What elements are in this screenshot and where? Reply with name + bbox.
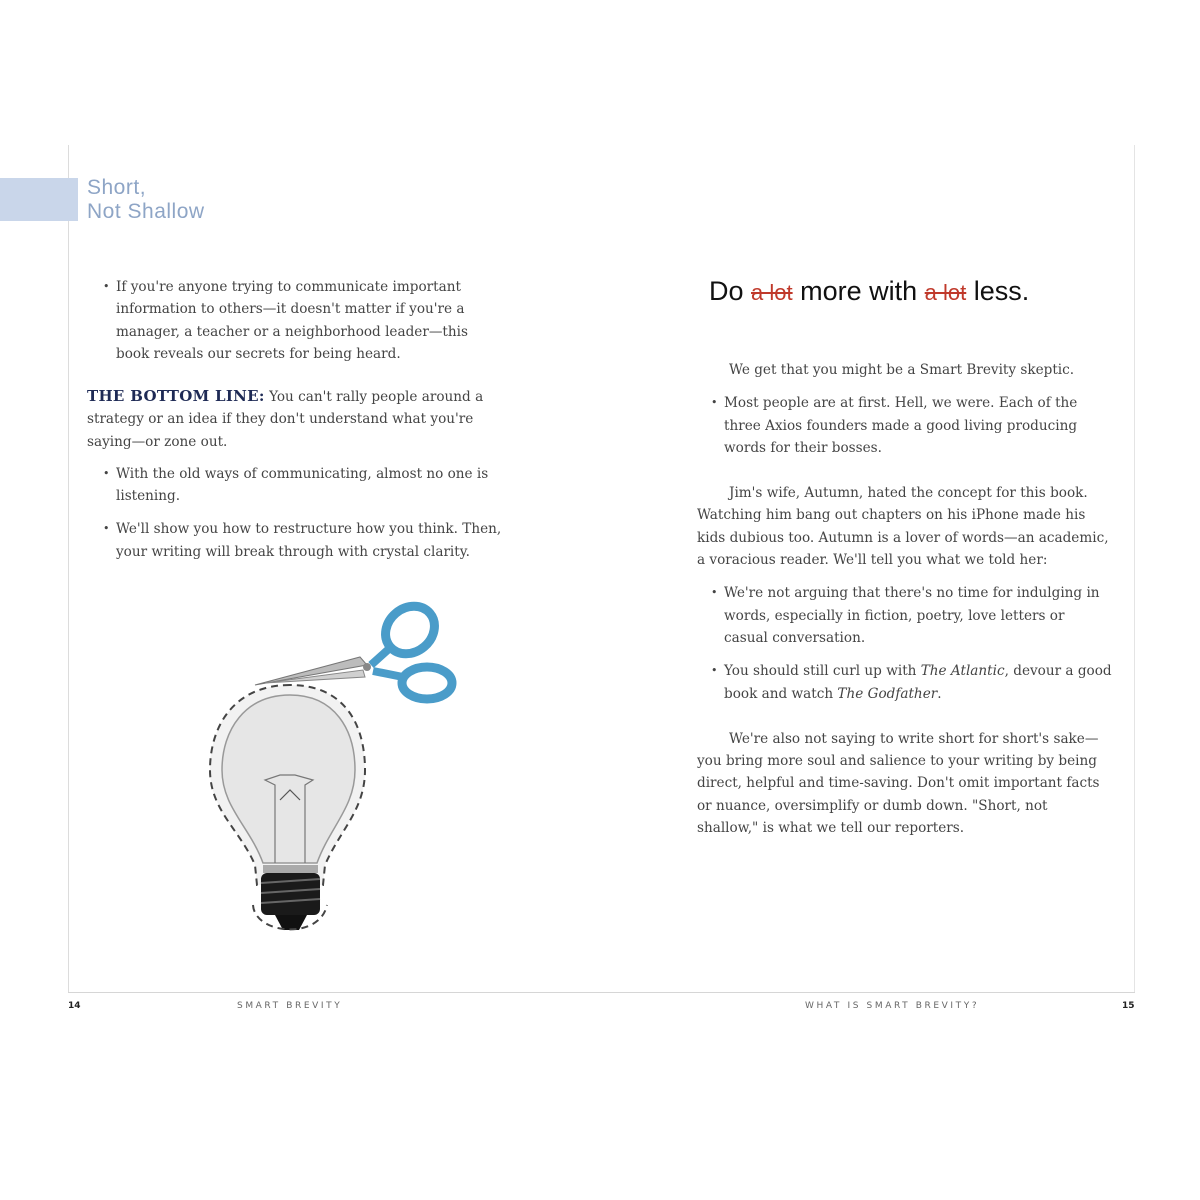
body-paragraph: We're also not saying to write short for short's sake—you bring more soul and salience to your writing by being direct, helpful and time-saving. Don't omit important facts or nuance, oversimplify or dumb down. "Short, not shallow," is what we tell our reporters.: [697, 730, 1100, 837]
section-title: [87, 176, 205, 224]
bullet-text: You should still curl up with: [724, 663, 921, 680]
italic-title: The Godfather: [837, 685, 938, 702]
page-border-right: [1134, 145, 1135, 993]
bottom-line-text: You can't rally people around a strategy or an idea if they don't understand what you're saying—or zone out.: [87, 389, 484, 450]
page-number-right: 15: [1122, 1001, 1135, 1011]
headline-part2: more with: [792, 276, 925, 306]
running-head-left: SMART BREVITY: [237, 1001, 343, 1011]
list-item: • Most people are at first. Hell, we were. Each of the three Axios founders made a good living producing words for their bosses.: [711, 392, 1112, 459]
list-item: [711, 660, 1112, 705]
bullet-text: , devour a good book and watch: [724, 663, 1112, 702]
intro-bullet: • If you're anyone trying to communicate important information to others—it doesn't matter if you're a manager, a teacher or a neighborhood leader—this book reveals our secrets for being heard.: [103, 276, 503, 365]
opening-paragraph: We get that you might be a Smart Brevity skeptic.: [729, 362, 1075, 378]
bottom-line-label: THE BOTTOM LINE:: [87, 387, 265, 405]
page-border-bottom: [68, 992, 1135, 993]
headline-strikethrough-1: a lot: [751, 280, 793, 305]
headline-strikethrough-2: a lot: [924, 280, 967, 305]
headline-part1: Do: [709, 276, 752, 306]
left-intro: [103, 276, 503, 376]
lightbulb-icon: [210, 685, 365, 930]
headline: [709, 276, 1029, 307]
list-item: • We're not arguing that there's no time for indulging in words, especially in fiction, poetry, love letters or casual conversation.: [711, 582, 1112, 649]
page-border-left: [68, 145, 69, 993]
bullet-text: .: [937, 685, 942, 702]
section-title-line2: Not Shallow: [87, 200, 205, 223]
section-tab: [0, 178, 78, 221]
list-item: • With the old ways of communicating, almost no one is listening.: [103, 463, 502, 508]
italic-title: The Atlantic: [920, 663, 1005, 680]
section-title-line1: Short,: [87, 176, 147, 199]
right-body: [697, 359, 1112, 850]
list-item: • We'll show you how to restructure how you think. Then, your writing will break through with crystal clarity.: [103, 518, 502, 563]
scissors-icon: [255, 596, 452, 699]
headline-part3: less.: [966, 276, 1030, 306]
page-number-left: 14: [68, 1001, 81, 1011]
running-head-right: WHAT IS SMART BREVITY?: [805, 1001, 980, 1011]
bottom-line-paragraph: [87, 385, 502, 453]
bottom-line-section: [87, 385, 502, 574]
scissors-lightbulb-illustration: [195, 585, 475, 959]
body-paragraph: Jim's wife, Autumn, hated the concept for this book. Watching him bang out chapters on his iPhone made his kids dubious too. Autumn is a lover of words—an academic, a voracious reader. We'll tell you what we told her:: [697, 485, 1109, 569]
bottom-line-bullets: [103, 463, 502, 563]
